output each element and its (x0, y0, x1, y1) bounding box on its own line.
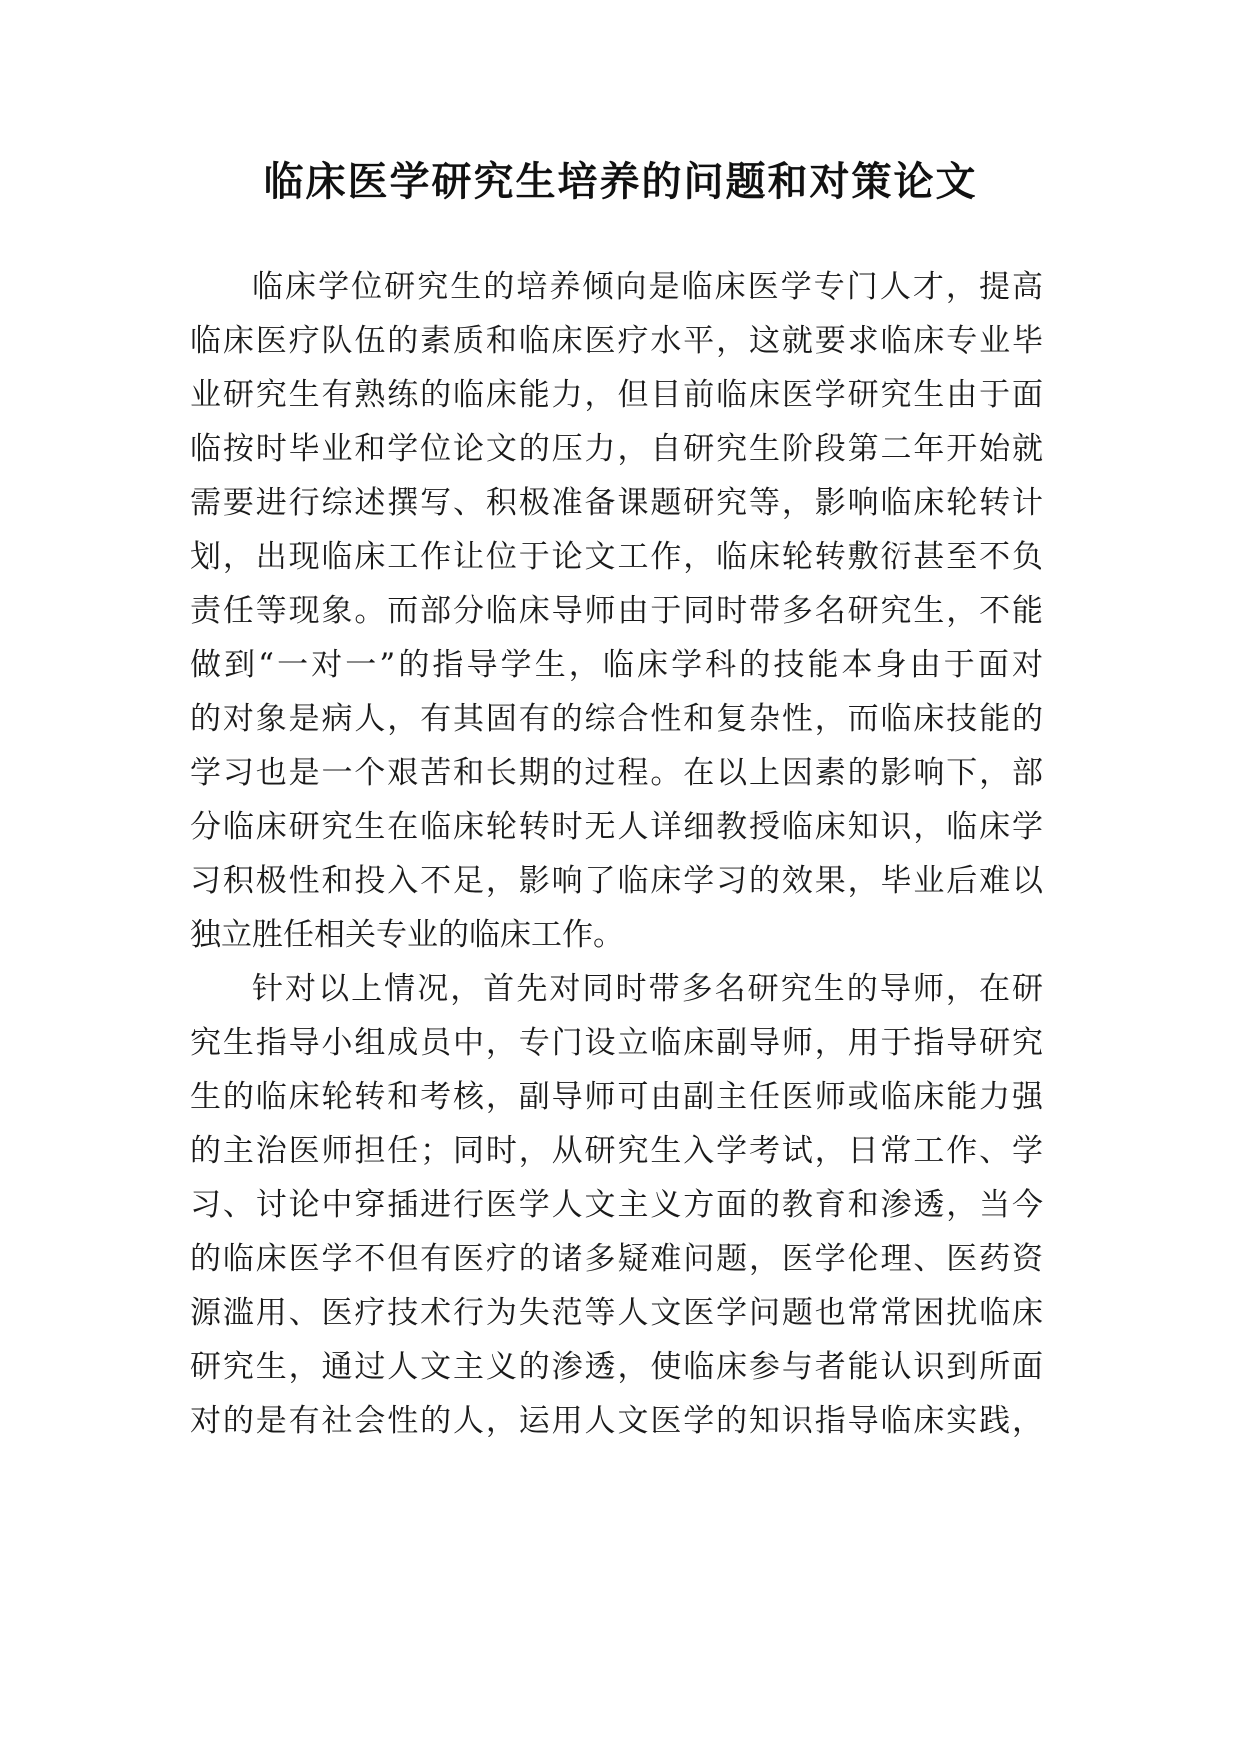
paragraph-1-line: 习积极性和投入不足，影响了临床学习的效果，毕业后难以 (190, 863, 1043, 899)
paragraph-1-line: 做到“一对一”的指导学生，临床学科的技能本身由于面对 (190, 647, 1043, 683)
paragraph-2-line: 源滥用、医疗技术行为失范等人文医学问题也常常困扰临床 (190, 1295, 1043, 1331)
paragraph-1-line: 分临床研究生在临床轮转时无人详细教授临床知识，临床学 (190, 809, 1043, 845)
paragraph-1-line: 独立胜任相关专业的临床工作。 (190, 917, 624, 953)
paragraph-1-line: 临按时毕业和学位论文的压力，自研究生阶段第二年开始就 (190, 431, 1043, 467)
paragraph-1-line: 责任等现象。而部分临床导师由于同时带多名研究生，不能 (190, 593, 1043, 629)
paragraph-2-line: 的主治医师担任；同时，从研究生入学考试，日常工作、学 (190, 1133, 1043, 1169)
paragraph-2-line: 习、讨论中穿插进行医学人文主义方面的教育和渗透，当今 (190, 1187, 1043, 1223)
paragraph-2-line: 对的是有社会性的人，运用人文医学的知识指导临床实践， (190, 1403, 1043, 1439)
paragraph-1-line: 的对象是病人，有其固有的综合性和复杂性，而临床技能的 (190, 701, 1043, 737)
paragraph-1-line: 临床学位研究生的培养倾向是临床医学专门人才，提高 (252, 269, 1043, 305)
paragraph-2-line: 究生指导小组成员中，专门设立临床副导师，用于指导研究 (190, 1025, 1043, 1061)
document-title: 临床医学研究生培养的问题和对策论文 (263, 158, 978, 205)
paragraph-1-line: 划，出现临床工作让位于论文工作，临床轮转敷衍甚至不负 (190, 539, 1043, 575)
paragraph-2-line: 生的临床轮转和考核，副导师可由副主任医师或临床能力强 (190, 1079, 1043, 1115)
paragraph-2-line: 针对以上情况，首先对同时带多名研究生的导师，在研 (252, 971, 1043, 1007)
paragraph-1-line: 临床医疗队伍的素质和临床医疗水平，这就要求临床专业毕 (190, 323, 1043, 359)
paragraph-1-line: 需要进行综述撰写、积极准备课题研究等，影响临床轮转计 (190, 485, 1043, 521)
paragraph-1-line: 业研究生有熟练的临床能力，但目前临床医学研究生由于面 (190, 377, 1043, 413)
paragraph-2-line: 的临床医学不但有医疗的诸多疑难问题，医学伦理、医药资 (190, 1241, 1043, 1277)
paragraph-2-line: 研究生，通过人文主义的渗透，使临床参与者能认识到所面 (190, 1349, 1043, 1385)
paragraph-1-line: 学习也是一个艰苦和长期的过程。在以上因素的影响下，部 (190, 755, 1043, 791)
